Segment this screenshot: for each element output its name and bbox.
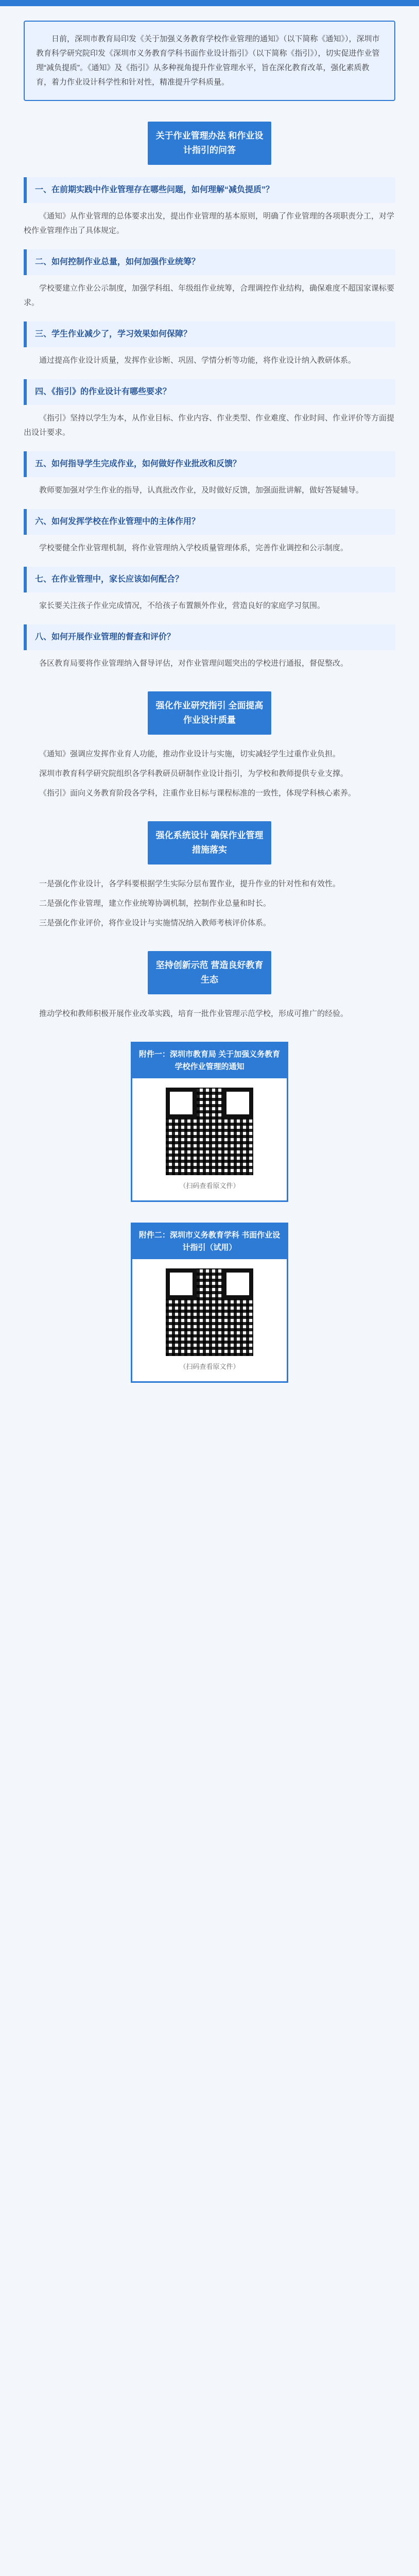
section-2-title: 强化作业研究指引 全面提高作业设计质量	[148, 691, 271, 735]
question: 八、如何开展作业管理的督查和评价？	[24, 624, 395, 650]
paragraph: 《指引》面向义务教育阶段各学科，注重作业目标与课程标准的一致性，体现学科核心素养。	[39, 789, 356, 798]
qr-card-1	[131, 1042, 288, 1202]
qr-code-icon[interactable]	[166, 1268, 253, 1356]
section-1-title: 关于作业管理办法 和作业设计指引的问答	[148, 122, 271, 165]
section-3-title: 强化系统设计 确保作业管理措施落实	[148, 821, 271, 865]
paragraph: 深圳市教育科学研究院组织各学科教研员研制作业设计指引，为学校和教师提供专业支撑。	[39, 769, 348, 778]
qr-card-title: 附件一：深圳市教育局 关于加强义务教育学校作业管理的通知	[132, 1043, 287, 1078]
paragraph: 推动学校和教师积极开展作业改革实践，培育一批作业管理示范学校，形成可推广的经验。	[39, 1009, 348, 1018]
section-1-qa	[24, 177, 395, 671]
question: 二、如何控制作业总量，如何加强作业统筹？	[24, 249, 395, 275]
question: 四、《指引》的作业设计有哪些要求？	[24, 379, 395, 405]
answer: 《指引》坚持以学生为本，从作业目标、作业内容、作业类型、作业难度、作业时间、作业评价等方面提出设计要求。	[24, 414, 395, 437]
answer: 教师要加强对学生作业的指导，认真批改作业，及时做好反馈，加强面批讲解，做好答疑辅导。	[39, 486, 364, 495]
section-4-title: 坚持创新示范 营造良好教育生态	[148, 951, 271, 994]
answer: 家长要关注孩子作业完成情况，不给孩子布置额外作业，营造良好的家庭学习氛围。	[39, 601, 325, 610]
answer: 《通知》从作业管理的总体要求出发，提出作业管理的基本原则，明确了作业管理的各项职责分工，对学校作业管理作出了具体规定。	[24, 212, 395, 235]
answer: 学校要建立作业公示制度，加强学科组、年级组作业统筹，合理调控作业结构，确保难度不超国家课标要求。	[24, 284, 395, 307]
intro-paragraph: 日前，深圳市教育局印发《关于加强义务教育学校作业管理的通知》（以下简称《通知》），深圳市教育科学研究院印发《深圳市义务教育学科书面作业设计指引》（以下简称《指引》），切实促进作业管理“减负提质”。《通知》及《指引》从多种视角提升作业管理水平，旨在深化教育改革，强化素质教育，着力作业设计科学性和针对性，精准提升学科质量。	[36, 35, 380, 87]
question: 三、学生作业减少了，学习效果如何保障？	[24, 321, 395, 347]
paragraph: 三是强化作业评价，将作业设计与实施情况纳入教师考核评价体系。	[39, 919, 271, 927]
question: 七、在作业管理中，家长应该如何配合？	[24, 567, 395, 592]
qr-caption: （扫码查看原文件）	[179, 1363, 240, 1370]
section-3-body	[24, 877, 395, 930]
top-accent-bar	[0, 0, 419, 6]
qr-caption: （扫码查看原文件）	[179, 1182, 240, 1190]
question: 六、如何发挥学校在作业管理中的主体作用？	[24, 509, 395, 535]
qr-card-title: 附件二：深圳市义务教育学科 书面作业设计指引（试用）	[132, 1224, 287, 1259]
intro-box	[24, 21, 395, 101]
question: 一、在前期实践中作业管理存在哪些问题，如何理解“减负提质”？	[24, 177, 395, 203]
qr-card-2	[131, 1223, 288, 1383]
answer: 通过提高作业设计质量，发挥作业诊断、巩固、学情分析等功能，将作业设计纳入教研体系。	[39, 356, 356, 365]
answer: 学校要健全作业管理机制，将作业管理纳入学校质量管理体系，完善作业调控和公示制度。	[39, 544, 348, 552]
qr-code-icon[interactable]	[166, 1088, 253, 1175]
section-2-body	[24, 747, 395, 801]
question: 五、如何指导学生完成作业，如何做好作业批改和反馈？	[24, 451, 395, 477]
paragraph: 二是强化作业管理，建立作业统筹协调机制，控制作业总量和时长。	[39, 899, 271, 908]
paragraph: 《通知》强调应发挥作业育人功能，推动作业设计与实施，切实减轻学生过重作业负担。	[39, 750, 341, 758]
section-4-body	[24, 1007, 395, 1021]
answer: 各区教育局要将作业管理纳入督导评估，对作业管理问题突出的学校进行通报，督促整改。	[39, 659, 348, 668]
paragraph: 一是强化作业设计，各学科要根据学生实际分层布置作业，提升作业的针对性和有效性。	[39, 879, 341, 888]
